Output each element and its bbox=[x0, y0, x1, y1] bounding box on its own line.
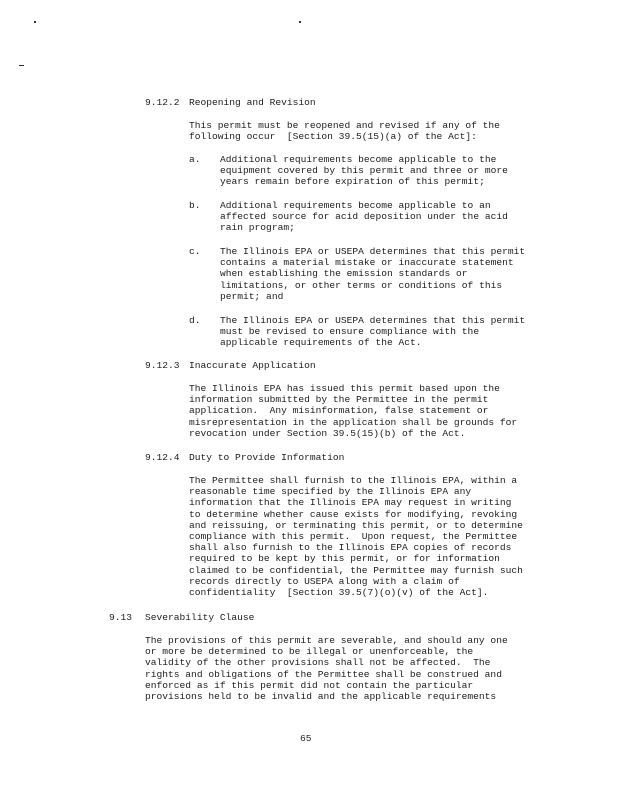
section-9-12-2-number: 9.12.2 bbox=[145, 97, 180, 108]
scan-speck bbox=[34, 21, 36, 23]
page-number: 65 bbox=[300, 733, 312, 744]
scan-speck bbox=[19, 65, 24, 66]
section-9-12-4-number: 9.12.4 bbox=[145, 452, 180, 463]
section-9-12-2-title: Reopening and Revision bbox=[189, 97, 316, 108]
scan-speck bbox=[299, 21, 301, 23]
item-b-label: b. bbox=[189, 200, 201, 211]
section-9-12-3-title: Inaccurate Application bbox=[189, 360, 316, 371]
section-9-12-4-body: The Permittee shall furnish to the Illinois EPA, within a reasonable time specified by the Illinois EPA any information that the Illinois EPA may request in writing to determine whether cause exists for modifying, revoking and reissuing, or terminating this permit, or to determine compliance with this permit. Upon request, the Permittee shall also furnish to the Illinois EPA copies of records required to be kept by this permit, or for information claimed to be confidential, the Permittee may furnish such records directly to USEPA along with a claim of confidentiality [Section 39.5(7)(o)(v) of the Act]. bbox=[189, 475, 523, 599]
item-c-label: c. bbox=[189, 246, 201, 257]
section-9-12-3-number: 9.12.3 bbox=[145, 360, 180, 371]
item-d-label: d. bbox=[189, 315, 201, 326]
item-d-text: The Illinois EPA or USEPA determines that this permit must be revised to ensure compliance with the applicable requirements of the Act. bbox=[220, 315, 526, 349]
section-9-12-4-title: Duty to Provide Information bbox=[189, 452, 345, 463]
section-9-13-body: The provisions of this permit are severable, and should any one or more be determined to be illegal or unenforceable, the validity of the other provisions shall not be affected. The rights and obligations of the Permittee shall be construed and enforced as if this permit did not contain the particular provisions held to be invalid and the applicable requirements bbox=[145, 635, 508, 703]
section-9-13-title: Severability Clause bbox=[145, 612, 255, 623]
item-a-text: Additional requirements become applicable to the equipment covered by this permit and three or more years remain before expiration of this permit; bbox=[220, 154, 508, 188]
item-b-text: Additional requirements become applicable to an affected source for acid deposition under the acid rain program; bbox=[220, 200, 508, 234]
section-9-12-2-intro: This permit must be reopened and revised if any of the following occur [Section 39.5(15)(a) of the Act]: bbox=[189, 120, 500, 143]
section-9-13-number: 9.13 bbox=[109, 612, 133, 623]
item-a-label: a. bbox=[189, 154, 201, 165]
item-c-text: The Illinois EPA or USEPA determines that this permit contains a material mistake or inaccurate statement when establishing the emission standards or limitations, or other terms or conditions of this permit; and bbox=[220, 246, 526, 302]
section-9-12-3-body: The Illinois EPA has issued this permit based upon the information submitted by the Permittee in the permit application. Any misinformation, false statement or misrepresentation in the application shall be grounds for revocation under Section 39.5(15)(b) of the Act. bbox=[189, 383, 518, 439]
